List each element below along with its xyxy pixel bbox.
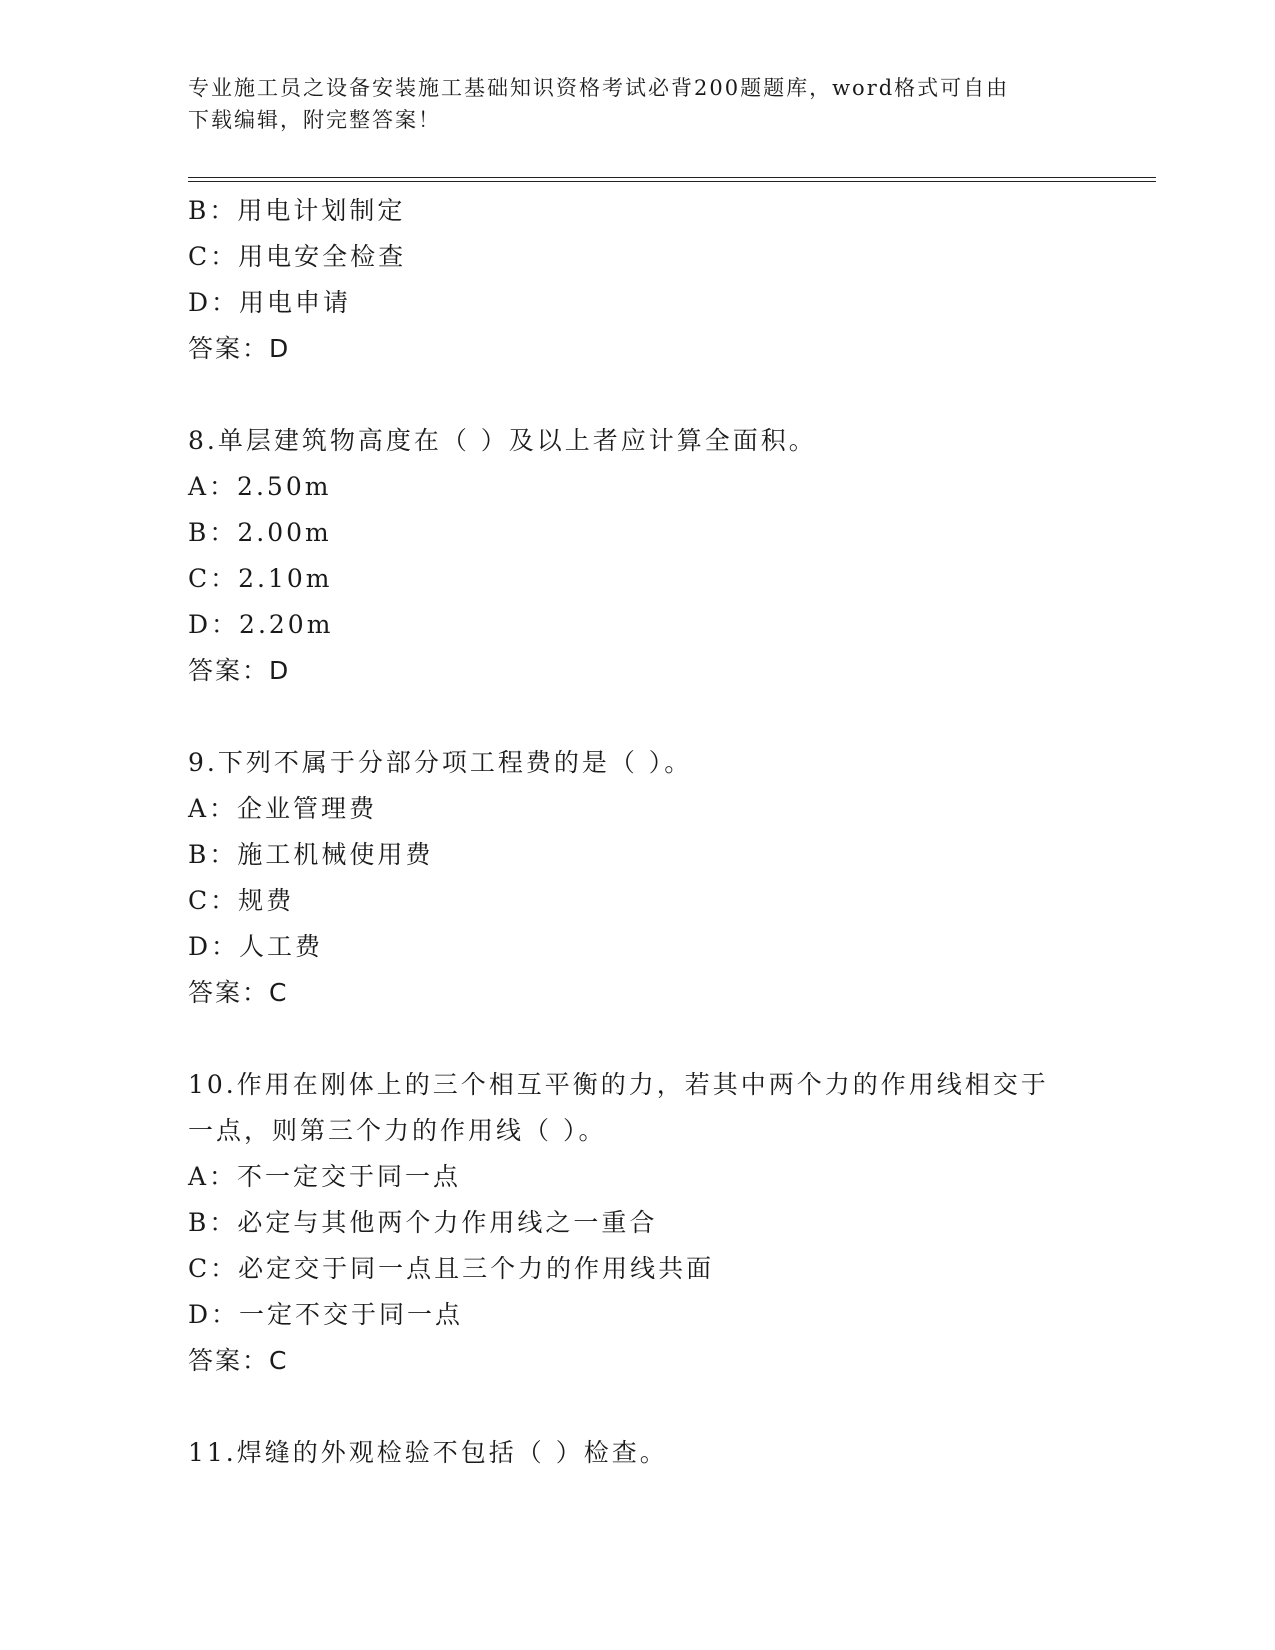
option-b: B：施工机械使用费 [188,840,434,869]
question-10 [188,1062,1088,1384]
option-d: D：一定不交于同一点 [188,1300,464,1329]
header-title-line-2: 下载编辑，附完整答案！ [188,108,441,132]
option-d: D：人工费 [188,932,324,961]
option-b: B：必定与其他两个力作用线之一重合 [188,1208,658,1237]
answer-line: 答案：D [188,656,291,685]
header-title-line-1: 专业施工员之设备安装施工基础知识资格考试必背200题题库，word格式可自由 [188,76,1010,100]
question-spacer [188,694,1088,740]
document-header [188,72,1068,136]
option-a: A：不一定交于同一点 [188,1162,462,1191]
option-b: B：2.00m [188,518,332,547]
question-spacer [188,1384,1088,1430]
question-11 [188,1430,1088,1476]
option-c: C：用电安全检查 [188,242,407,271]
question-8 [188,418,1088,694]
option-b: B：用电计划制定 [188,196,406,225]
option-a: A：2.50m [188,472,332,501]
question-stem-line-1: 10.作用在刚体上的三个相互平衡的力，若其中两个力的作用线相交于 [188,1070,1049,1099]
question-spacer [188,372,1088,418]
question-stem-line-2: 一点，则第三个力的作用线（ ）。 [188,1116,607,1145]
option-c: C：2.10m [188,564,333,593]
question-9 [188,740,1088,1016]
question-stem: 9.下列不属于分部分项工程费的是（ ）。 [188,748,693,777]
option-c: C：规费 [188,886,295,915]
question-7-tail [188,188,1088,372]
option-a: A：企业管理费 [188,794,378,823]
answer-line: 答案：C [188,978,289,1007]
question-stem: 11.焊缝的外观检验不包括（ ）检查。 [188,1438,668,1467]
question-list [188,188,1088,1476]
question-stem: 8.单层建筑物高度在（ ）及以上者应计算全面积。 [188,426,817,455]
question-spacer [188,1016,1088,1062]
option-d: D：2.20m [188,610,334,639]
option-c: C：必定交于同一点且三个力的作用线共面 [188,1254,715,1283]
header-divider-bottom [188,181,1156,182]
answer-line: 答案：D [188,334,291,363]
header-divider-top [188,177,1156,178]
answer-line: 答案：C [188,1346,289,1375]
option-d: D：用电申请 [188,288,352,317]
